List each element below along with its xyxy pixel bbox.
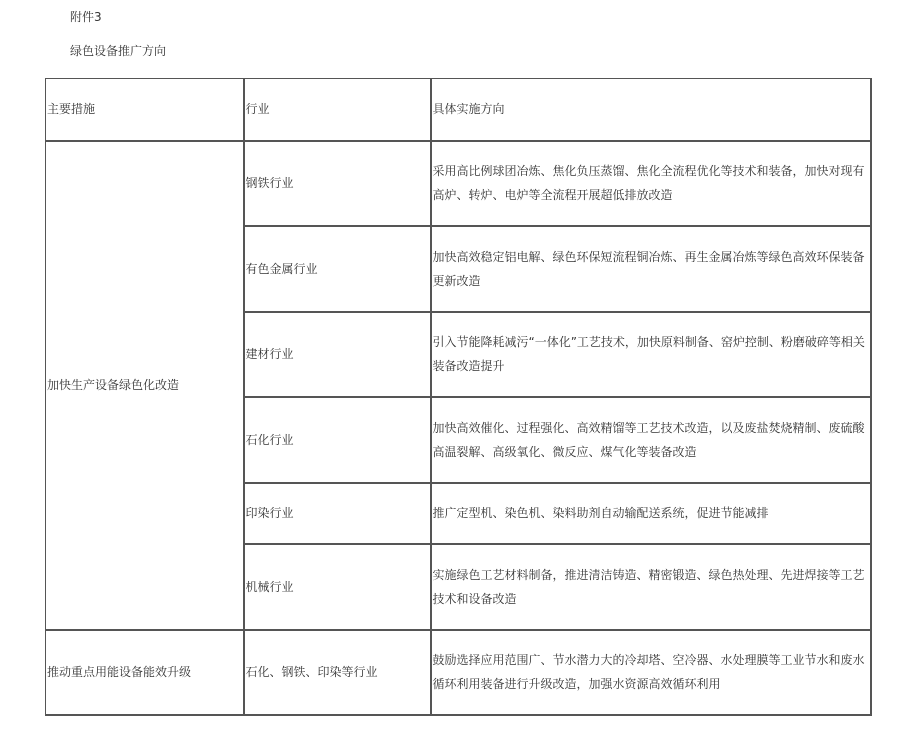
header-direction: 具体实施方向 [431, 79, 871, 141]
table-header-row [46, 79, 871, 141]
table-row [46, 141, 871, 226]
equipment-direction-table [45, 78, 872, 716]
measure-cell: 推动重点用能设备能效升级 [46, 630, 244, 715]
direction-cell: 引入节能降耗减污“一体化”工艺技术，加快原料制备、窑炉控制、粉磨破碎等相关装备改造提升 [431, 312, 871, 397]
direction-cell: 加快高效稳定铝电解、绿色环保短流程铜冶炼、再生金属冶炼等绿色高效环保装备更新改造 [431, 226, 871, 312]
document-title: 绿色设备推广方向 [70, 44, 167, 58]
direction-cell: 鼓励选择应用范围广、节水潜力大的冷却塔、空冷器、水处理膜等工业节水和废水循环利用装备进行升级改造，加强水资源高效循环利用 [431, 630, 871, 715]
industry-cell: 有色金属行业 [244, 226, 431, 312]
industry-cell: 石化行业 [244, 397, 431, 483]
header-measure: 主要措施 [46, 79, 244, 141]
industry-cell: 石化、钢铁、印染等行业 [244, 630, 431, 715]
attachment-label: 附件3 [70, 10, 102, 24]
industry-cell: 建材行业 [244, 312, 431, 397]
industry-cell: 钢铁行业 [244, 141, 431, 226]
direction-cell: 加快高效催化、过程强化、高效精馏等工艺技术改造，以及废盐焚烧精制、废硫酸高温裂解、高级氧化、微反应、煤气化等装备改造 [431, 397, 871, 483]
measure-cell: 加快生产设备绿色化改造 [46, 141, 244, 630]
direction-cell: 采用高比例球团冶炼、焦化负压蒸馏、焦化全流程优化等技术和装备，加快对现有高炉、转炉、电炉等全流程开展超低排放改造 [431, 141, 871, 226]
industry-cell: 印染行业 [244, 483, 431, 544]
header-industry: 行业 [244, 79, 431, 141]
direction-cell: 实施绿色工艺材料制备，推进清洁铸造、精密锻造、绿色热处理、先进焊接等工艺技术和设备改造 [431, 544, 871, 630]
industry-cell: 机械行业 [244, 544, 431, 630]
table-row [46, 630, 871, 715]
direction-cell: 推广定型机、染色机、染料助剂自动输配送系统，促进节能减排 [431, 483, 871, 544]
